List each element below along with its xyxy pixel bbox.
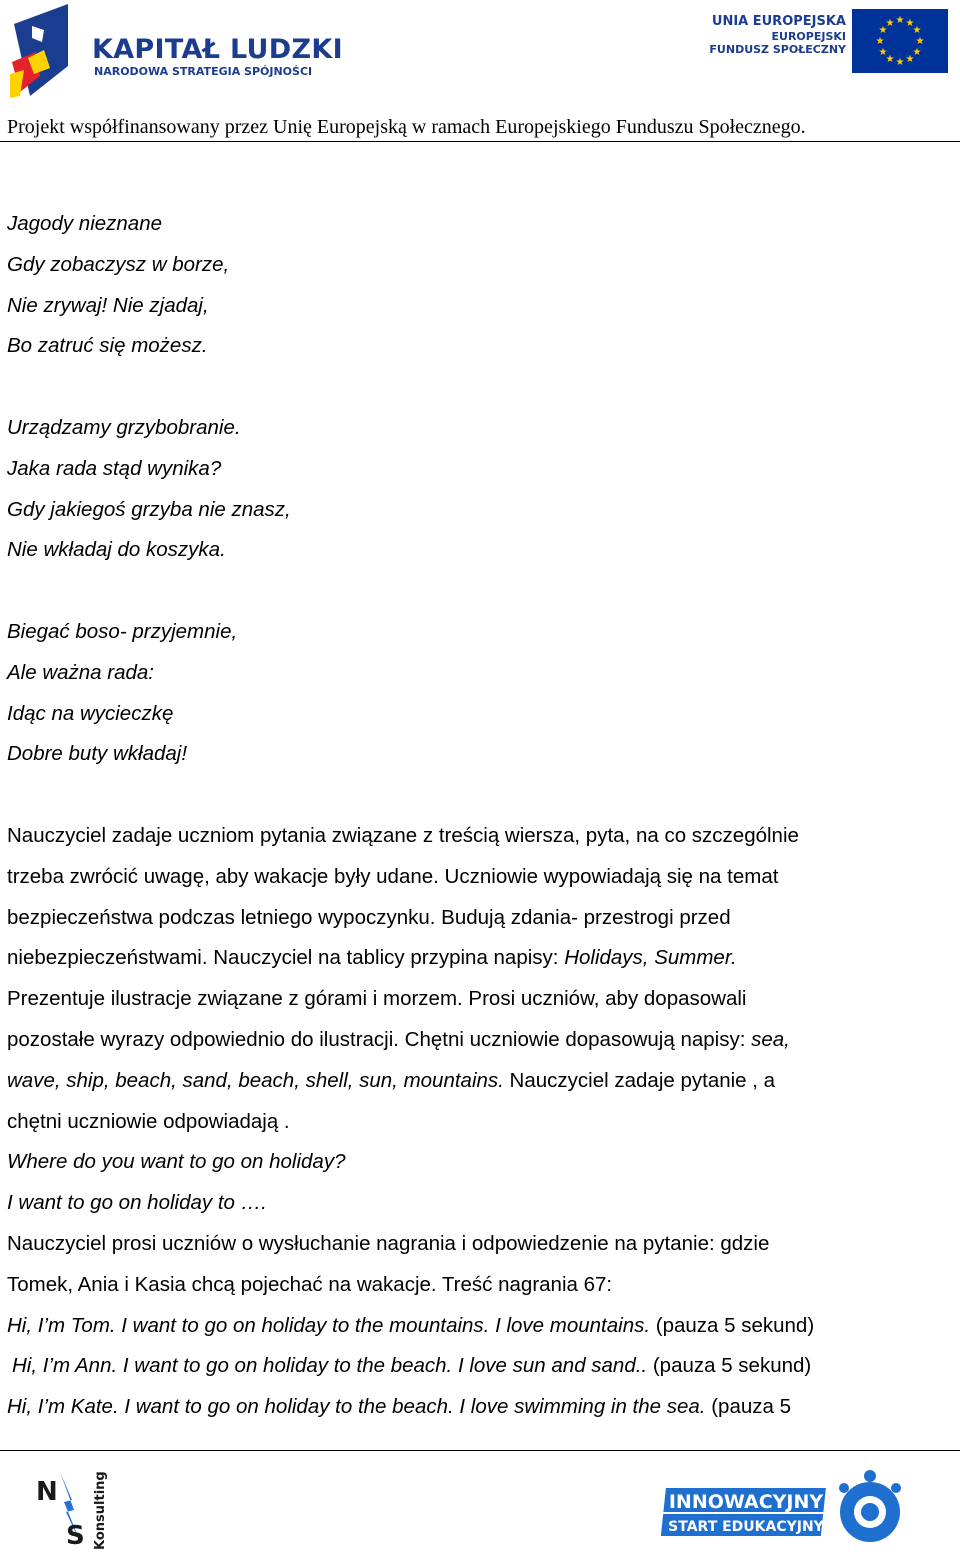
svg-text:★: ★: [912, 25, 922, 36]
header-divider: [0, 141, 960, 142]
svg-text:★: ★: [878, 47, 888, 58]
recording-text: Hi, I’m Tom. I want to go on holiday to the mountains. I love mountains.: [7, 1313, 651, 1337]
svg-text:N: N: [36, 1477, 58, 1507]
text-line: [7, 1061, 955, 1102]
vocab-words: Holidays, Summer.: [564, 946, 737, 970]
ns-konsulting-logo: [30, 1466, 114, 1552]
footer-divider: [0, 1450, 960, 1451]
poem-line: Idąc na wycieczkę: [7, 701, 174, 725]
recording-line: [7, 1306, 955, 1347]
svg-text:★: ★: [912, 47, 922, 58]
poem-line: Nie wkładaj do koszyka.: [7, 538, 226, 562]
project-tagline: Projekt współfinansowany przez Unię Europejską w ramach Europejskiego Funduszu Społecznego.: [7, 116, 806, 138]
recording-text: Hi, I’m Ann. I want to go on holiday to the beach. I love sun and sand..: [12, 1354, 648, 1378]
innowacyjny-start-edukacyjny-logo: [660, 1468, 905, 1552]
page-header: [0, 0, 960, 138]
poem-line: Jagody nieznane: [7, 212, 163, 235]
text-span: niebezpieczeństwami. Nauczyciel na tablicy przypina napisy:: [7, 946, 565, 970]
poem-line: Gdy zobaczysz w borze,: [7, 252, 230, 276]
svg-text:★: ★: [905, 18, 915, 29]
eu-line1: UNIA EUROPEJSKA: [711, 14, 846, 29]
text-line: Nauczyciel prosi uczniów o wysłuchanie nagrania i odpowiedzenie na pytanie: gdzie: [7, 1231, 770, 1255]
eu-line2: EUROPEJSKI: [771, 29, 846, 43]
recording-line: [7, 1387, 955, 1428]
svg-text:★: ★: [915, 36, 925, 47]
poem-line: Gdy jakiegoś grzyba nie znasz,: [7, 497, 291, 521]
pause-note: (pauza 5 sekund): [647, 1354, 812, 1378]
poem-line: Ale ważna rada:: [7, 660, 155, 684]
kapital-ludzki-emblem: [10, 4, 72, 100]
poem-line: Dobre buty wkładaj!: [7, 742, 188, 766]
kapital-ludzki-title: KAPITAŁ LUDZKI: [92, 34, 343, 65]
text-line: bezpieczeństwa podczas letniego wypoczynku. Budują zdania- przestrogi przed: [7, 905, 731, 929]
text-line: trzeba zwrócić uwagę, aby wakacje były udane. Uczniowie wypowiadają się na temat: [7, 864, 779, 888]
question-line: Where do you want to go on holiday?: [7, 1150, 346, 1174]
eu-line3: FUNDUSZ SPOŁECZNY: [709, 42, 846, 56]
text-span: pozostałe wyrazy odpowiednio do ilustracji. Chętni uczniowie dopasowują napisy:: [7, 1027, 752, 1051]
svg-text:★: ★: [905, 54, 915, 65]
svg-text:★: ★: [885, 54, 895, 65]
svg-text:Konsulting: Konsulting: [93, 1471, 108, 1550]
text-line: Nauczyciel zadaje uczniom pytania związane z treścią wiersza, pyta, na co szczególnie: [7, 823, 799, 847]
vocab-words: sea,: [751, 1027, 790, 1051]
recording-text: Hi, I’m Kate. I want to go on holiday to the beach. I love swimming in the sea.: [7, 1395, 706, 1419]
recording-line: [7, 1346, 955, 1387]
svg-text:★: ★: [878, 25, 888, 36]
eu-logo-text: [700, 14, 846, 56]
text-line: Prezentuje ilustracje związane z górami i morzem. Prosi uczniów, aby dopasowali: [7, 987, 747, 1011]
pause-note: (pauza 5 sekund): [650, 1313, 815, 1337]
text-line: chętni uczniowie odpowiadają .: [7, 1109, 290, 1133]
lesson-paragraph: [7, 816, 955, 1428]
stanza-gap: [7, 367, 955, 408]
stanza-gap: [7, 571, 955, 612]
eu-flag-icon: [852, 9, 948, 73]
text-line: Tomek, Ania i Kasia chcą pojechać na wakacje. Treść nagrania 67:: [7, 1272, 613, 1296]
svg-text:★: ★: [885, 18, 895, 29]
svg-text:★: ★: [895, 15, 905, 26]
pause-note: (pauza 5: [705, 1395, 791, 1419]
svg-text:S: S: [66, 1521, 85, 1551]
poem-line: Urządzamy grzybobranie.: [7, 415, 241, 439]
svg-text:★: ★: [875, 36, 885, 47]
poem-line: Biegać boso- przyjemnie,: [7, 619, 238, 643]
poem-stanza-3: [7, 612, 955, 775]
ie-line1: INNOWACYJNY: [668, 1491, 824, 1513]
poem-stanza-2: [7, 408, 955, 571]
kapital-ludzki-subtitle: NARODOWA STRATEGIA SPÓJNOŚCI: [94, 65, 313, 78]
stanza-gap: [7, 775, 955, 816]
text-line: [7, 938, 955, 979]
poem-line: Nie zrywaj! Nie zjadaj,: [7, 293, 209, 317]
poem-line: Bo zatruć się możesz.: [7, 334, 208, 358]
ie-line2: START EDUKACYJNY: [668, 1519, 824, 1535]
answer-line: I want to go on holiday to ….: [7, 1191, 267, 1215]
poem-stanza-1: [7, 204, 955, 367]
text-span: Nauczyciel zadaje pytanie , a: [503, 1068, 776, 1092]
poem-line: Jaka rada stąd wynika?: [7, 456, 222, 480]
document-body: [7, 204, 955, 1428]
vocab-words: wave, ship, beach, sand, beach, shell, sun, mountains.: [7, 1068, 504, 1092]
text-line: [7, 1020, 955, 1061]
svg-text:★: ★: [895, 57, 905, 68]
